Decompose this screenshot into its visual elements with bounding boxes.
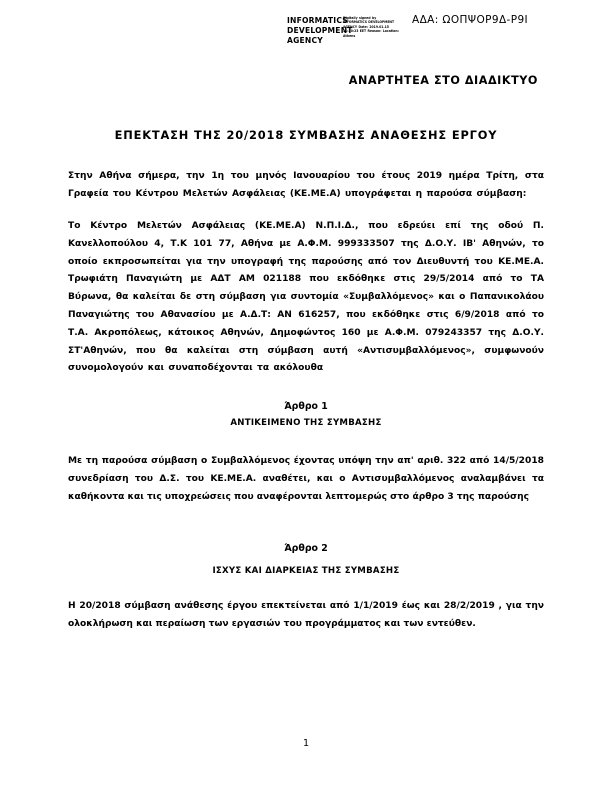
posting-notice: ΑΝΑΡΤΗΤΕΑ ΣΤΟ ΔΙΑΔΙΚΤΥΟ: [348, 74, 538, 87]
article-2-subtitle: ΙΣΧΥΣ ΚΑΙ ΔΙΑΡΚΕΙΑΣ ΤΗΣ ΣΥΜΒΑΣΗΣ: [212, 566, 400, 576]
parties-paragraph: Το Κέντρο Μελετών Ασφάλειας (ΚΕ.ΜΕ.Α) Ν.Π.Ι.Δ., που εδρεύει επί της οδού Π. Κανελλοπούλου 4, Τ.Κ 101 77, Αθήνα με Α.Φ.Μ. 999333507 της Δ.Ο.Υ. ΙΒ' Αθηνών, το οποίο εκπροσωπείται για την υπογραφή της παρούσης από τον Διευθυντή του ΚΕ.ΜΕ.Α. Τρωφιάτη Παναγιώτη με ΑΔΤ ΑΜ 021188 που εκδόθηκε στις 29/5/2014 από το ΤΑ Βύρωνα, θα καλείται δε στη σύμβαση για συντομία «Συμβαλλόμενος» και ο Παπανικολάου Παναγιώτης του Αθανασίου με Α.Δ.Τ: ΑΝ 616257, που εκδόθηκε στις 6/9/2018 από το Τ.Α. Ακροπόλεως, κάτοικος Αθηνών, Δημοφώντος 160 με Α.Φ.Μ. 079243357 της Δ.Ο.Υ. ΣΤ'Αθηνών, που θα καλείται στη σύμβαση αυτή «Αντισυμβαλλόμενος», συμφωνούν συνομολογούν και συναποδέχονται τα ακόλουθα: [68, 221, 544, 374]
article-1-title: Άρθρο 1: [284, 401, 328, 412]
agency-stamp-signature-details: Digitally signed by INFORMATICS DEVELOPMENT AGENCY Date: 2019.01.15 11:20:23 EET Reason: Location: Athens: [343, 16, 399, 38]
informatics-development-agency-stamp: [287, 16, 401, 46]
article-1-subtitle: ΑΝΤΙΚΕΙΜΕΝΟ ΤΗΣ ΣΥΜΒΑΣΗΣ: [230, 418, 382, 428]
agency-stamp-title: INFORMATICS DEVELOPMENT AGENCY: [287, 16, 353, 45]
intro-paragraph: Στην Αθήνα σήμερα, την 1η του μηνός Ιανουαρίου του έτους 2019 ημέρα Τρίτη, στα Γραφεία του Κέντρου Μελετών Ασφάλειας (ΚΕ.ΜΕ.Α) υπογράφεται η παρούσα σύμβαση:: [68, 171, 544, 199]
ada-code: ΑΔΑ: ΩΟΠΨΟΡ9Δ-Ρ9Ι: [412, 14, 529, 26]
page-number: 1: [302, 738, 310, 749]
article-1-body: Με τη παρούσα σύμβαση ο Συμβαλλόμενος έχοντας υπόψη την απ' αριθ. 322 από 14/5/2018 συνεδρίαση του Δ.Σ. του ΚΕ.ΜΕ.Α. αναθέτει, και ο Αντισυμβαλλόμενος αναλαμβάνει τα καθήκοντα και τις υποχρεώσεις που αναφέρονται λεπτομερώς στο άρθρο 3 της παρούσης: [68, 456, 544, 502]
document-header: [0, 12, 612, 60]
page-title: ΕΠΕΚΤΑΣΗ ΤΗΣ 20/2018 ΣΥΜΒΑΣΗΣ ΑΝΑΘΕΣΗΣ ΕΡΓΟΥ: [114, 128, 498, 142]
article-2-title: Άρθρο 2: [284, 543, 328, 554]
article-2-body: Η 20/2018 σύμβαση ανάθεσης έργου επεκτείνεται από 1/1/2019 έως και 28/2/2019 , για την ολοκλήρωση και περαίωση των εργασιών του προγράμματος και των εντεύθεν.: [68, 601, 544, 629]
